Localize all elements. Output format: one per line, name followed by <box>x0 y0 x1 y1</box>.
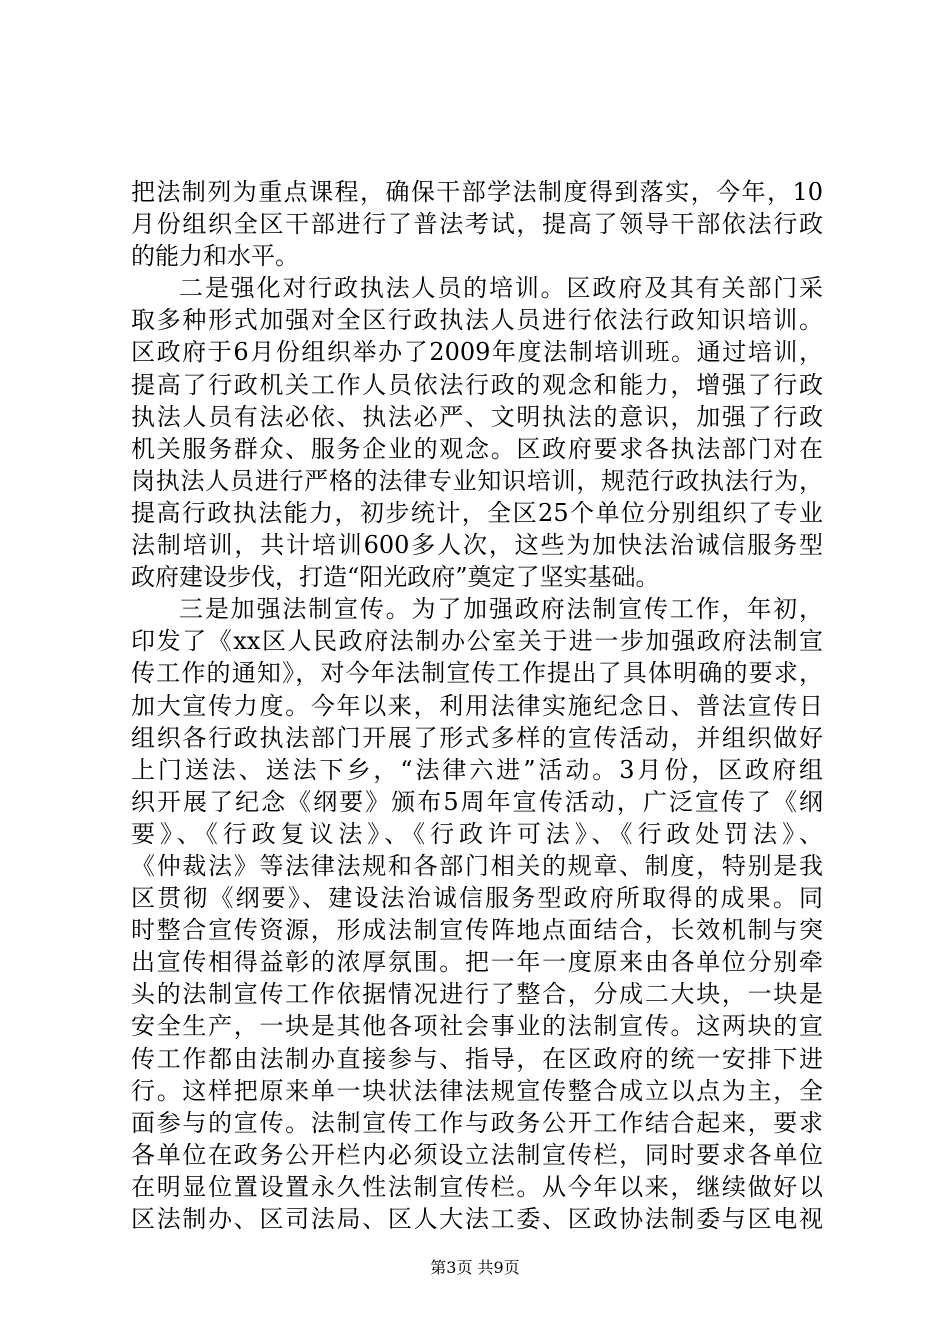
text-line: 执法人员有法必依、执法必严、文明执法的意识，加强了行政 <box>131 402 823 431</box>
text-line: 区贯彻《纲要》、建设法治诚信服务型政府所取得的成果。同 <box>131 884 823 913</box>
text-line: 提高行政执法能力，初步统计，全区25个单位分别组织了专业 <box>131 498 823 527</box>
text-line: 行。这样把原来单一块状法律法规宣传整合成立以点为主，全 <box>131 1076 823 1105</box>
text-line: 月份组织全区干部进行了普法考试，提高了领导干部依法行政 <box>131 210 823 239</box>
text-line: 政府建设步伐，打造“阳光政府”奠定了坚实基础。 <box>131 563 660 592</box>
text-line: 岗执法人员进行严格的法律专业知识培训，规范行政执法行为， <box>131 466 823 495</box>
text-line: 区法制办、区司法局、区人大法工委、区政协法制委与区电视 <box>131 1205 823 1233</box>
text-line: 把法制列为重点课程，确保干部学法制度得到落实，今年，10 <box>131 178 823 206</box>
text-line: 传工作都由法制办直接参与、指导，在区政府的统一安排下进 <box>131 1044 823 1073</box>
text-line: 取多种形式加强对全区行政执法人员进行依法行政知识培训。 <box>131 306 823 335</box>
text-line: 要》、《行政复议法》、《行政许可法》、《行政处罚法》、 <box>131 819 823 848</box>
body-text <box>131 176 823 1235</box>
text-line: 安全生产，一块是其他各项社会事业的法制宣传。这两块的宣 <box>131 1012 823 1041</box>
text-line: 在明显位置设置永久性法制宣传栏。从今年以来，继续做好以 <box>131 1172 823 1201</box>
text-line: 上门送法、送法下乡，“法律六进”活动。3月份，区政府组 <box>131 755 823 784</box>
text-line: 区政府于6月份组织举办了2009年度法制培训班。通过培训， <box>131 338 823 367</box>
text-line: 织开展了纪念《纲要》颁布5周年宣传活动，广泛宣传了《纲 <box>131 787 823 816</box>
text-line: 面参与的宣传。法制宣传工作与政务公开工作结合起来，要求 <box>131 1108 823 1137</box>
text-line: 《仲裁法》等法律法规和各部门相关的规章、制度，特别是我 <box>131 851 823 880</box>
paragraph-start-line: 三是加强法制宣传。为了加强政府法制宣传工作，年初， <box>179 595 823 624</box>
text-line: 各单位在政务公开栏内必须设立法制宣传栏，同时要求各单位 <box>131 1140 823 1169</box>
text-line: 出宣传相得益彰的浓厚氛围。把一年一度原来由各单位分别牵 <box>131 948 823 977</box>
text-line: 法制培训，共计培训600多人次，这些为加快法治诚信服务型 <box>131 531 823 560</box>
text-line: 加大宣传力度。今年以来，利用法律实施纪念日、普法宣传日 <box>131 691 823 720</box>
text-line: 的能力和水平。 <box>131 242 299 271</box>
text-line: 组织各行政执法部门开展了形式多样的宣传活动，并组织做好 <box>131 723 823 752</box>
paragraph-start-line: 二是强化对行政执法人员的培训。区政府及其有关部门采 <box>179 274 823 303</box>
text-line: 头的法制宣传工作依据情况进行了整合，分成二大块，一块是 <box>131 980 823 1009</box>
page-number-footer: 第3页 共9页 <box>430 1258 520 1277</box>
text-line: 传工作的通知》，对今年法制宣传工作提出了具体明确的要求， <box>131 659 823 688</box>
text-line: 时整合宣传资源，形成法制宣传阵地点面结合，长效机制与突 <box>131 916 823 945</box>
text-line: 印发了《xx区人民政府法制办公室关于进一步加强政府法制宣 <box>131 627 823 656</box>
text-line: 机关服务群众、服务企业的观念。区政府要求各执法部门对在 <box>131 434 823 463</box>
text-line: 提高了行政机关工作人员依法行政的观念和能力，增强了行政 <box>131 370 823 399</box>
